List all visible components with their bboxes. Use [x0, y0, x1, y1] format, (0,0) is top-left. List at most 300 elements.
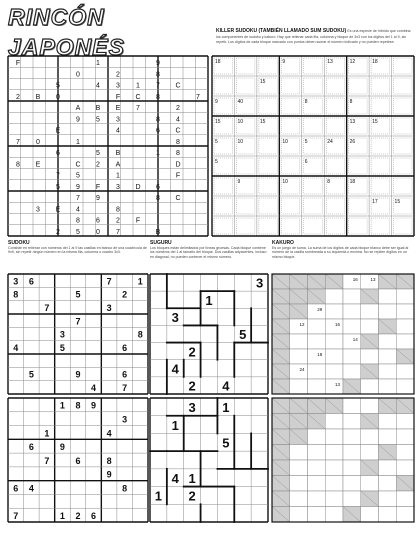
cell-value: 4	[76, 206, 80, 214]
cell-value: 4	[13, 343, 19, 354]
cell-value: F	[135, 217, 141, 225]
cage-outline	[326, 158, 344, 174]
cage-clue: 10	[282, 179, 288, 185]
entry-cell	[325, 364, 343, 379]
cage-outline	[371, 178, 389, 194]
cell-value: 5	[59, 343, 65, 354]
cell-value: F	[15, 60, 21, 67]
cage-clue: 40	[237, 99, 244, 105]
entry-cell	[343, 349, 361, 364]
cell-value: 1	[44, 428, 50, 439]
entry-cell	[325, 289, 343, 304]
cell-value: C	[175, 195, 181, 202]
entry-cell	[379, 289, 397, 304]
cell-value: 5	[28, 369, 34, 380]
cage-outline	[326, 118, 344, 134]
cell-value: 3	[36, 206, 40, 214]
cage-outline	[304, 178, 322, 194]
cell-value: 5	[56, 82, 60, 90]
cell-value: 1	[222, 400, 230, 416]
cell-value: D	[135, 183, 141, 191]
cell-value: 3	[59, 329, 65, 340]
cell-value: 8	[106, 455, 112, 466]
cell-value: 4	[222, 378, 230, 394]
cell-value: 4	[91, 383, 97, 394]
sum-clue: 24	[299, 366, 305, 372]
cage-clue: 24	[327, 139, 333, 145]
sum-clue: 16	[352, 276, 358, 282]
entry-cell	[308, 379, 326, 394]
entry-cell	[396, 507, 414, 523]
cage-clue: 8	[304, 99, 308, 105]
cell-value: 4	[106, 428, 112, 439]
cage-clue: 10	[237, 119, 244, 125]
entry-cell	[308, 364, 326, 379]
cage-outline	[394, 78, 412, 94]
cage-outline	[259, 198, 277, 214]
cell-value: B	[115, 150, 121, 157]
cell-value: 7	[136, 105, 140, 112]
cell-value: 3	[255, 275, 264, 291]
cell-value: 8	[137, 329, 143, 340]
cell-value: B	[35, 93, 41, 101]
cage-clue: 6	[304, 159, 308, 165]
cage-outline	[214, 218, 232, 234]
cage-outline	[281, 158, 299, 174]
cage-outline	[214, 78, 232, 94]
cage-outline	[394, 218, 412, 234]
entry-cell	[361, 349, 379, 364]
cell-value: 8	[156, 93, 160, 101]
cell-value: 2	[122, 289, 128, 300]
entry-cell	[343, 445, 361, 461]
cell-value: 2	[188, 344, 196, 360]
entry-cell	[379, 364, 397, 379]
entry-cell	[308, 460, 326, 476]
cell-value: 4	[28, 483, 34, 494]
cell-value: 6	[156, 183, 160, 191]
suguru-grid-2	[150, 398, 268, 522]
cell-value: 4	[116, 127, 120, 135]
cell-value: 3	[188, 400, 196, 416]
cell-value: 8	[176, 150, 180, 157]
cell-value: 8	[156, 116, 160, 124]
cell-value: F	[115, 93, 121, 101]
cell-value: 5	[96, 150, 100, 157]
cage-clue: 8	[327, 179, 331, 185]
cell-value: 3	[171, 310, 179, 325]
entry-cell	[396, 364, 414, 379]
cage-clue: 18	[372, 59, 378, 65]
cage-clue: 15	[215, 119, 221, 125]
cage-clue: 12	[349, 59, 356, 65]
entry-cell	[325, 460, 343, 476]
entry-cell	[343, 460, 361, 476]
entry-cell	[343, 476, 361, 492]
cage-clue: 15	[259, 79, 266, 85]
cage-clue: 9	[282, 59, 286, 65]
entry-cell	[290, 334, 308, 349]
cage-outline	[236, 158, 254, 174]
entry-cell	[361, 304, 379, 319]
cage-clue: 18	[349, 179, 356, 185]
cage-outline	[326, 78, 344, 94]
cage-outline	[349, 78, 367, 94]
cell-value: 6	[56, 150, 60, 157]
cage-outline	[394, 138, 412, 154]
entry-cell	[325, 445, 343, 461]
entry-cell	[396, 414, 414, 430]
entry-cell	[379, 476, 397, 492]
cage-outline	[214, 198, 232, 214]
cell-value: 6	[122, 343, 128, 354]
cell-value: 6	[75, 455, 81, 466]
entry-cell	[308, 429, 326, 445]
cell-value: 9	[59, 442, 65, 453]
cell-value: 0	[96, 228, 100, 236]
cell-value: 7	[56, 172, 60, 180]
cell-value: 6	[96, 217, 100, 225]
cage-outline	[394, 118, 412, 134]
cage-clue: 5	[215, 139, 218, 145]
cage-clue: 9	[215, 99, 218, 105]
cage-outline	[236, 218, 254, 234]
cell-value: 7	[13, 510, 19, 521]
entry-cell	[343, 414, 361, 430]
entry-cell	[396, 460, 414, 476]
sudoku-grid-1	[8, 274, 148, 394]
cell-value: B	[155, 228, 161, 236]
entry-cell	[343, 289, 361, 304]
entry-cell	[361, 476, 379, 492]
cell-value: 1	[188, 471, 196, 487]
sum-clue: 12	[299, 321, 305, 327]
cell-value: 7	[106, 276, 112, 287]
entry-cell	[361, 319, 379, 334]
entry-cell	[379, 414, 397, 430]
killer-instructions	[216, 28, 412, 45]
kakuro-instructions	[272, 240, 414, 259]
cell-value: 2	[56, 228, 60, 236]
entry-cell	[379, 491, 397, 507]
entry-cell	[308, 445, 326, 461]
cell-value: 1	[59, 510, 65, 521]
cage-outline	[304, 198, 322, 214]
entry-cell	[343, 491, 361, 507]
cage-clue: 10	[282, 139, 288, 145]
entry-cell	[379, 379, 397, 394]
cell-value: 1	[156, 150, 160, 157]
kakuro-desc: Es un juego de suma. La suma de los dígitos de cada bloque blanco debe ser igual al número de la casilla sombreada a su izquierda o encima. No se repiten dígitos en un mismo bloque.	[272, 246, 409, 259]
sudoku-header: SUDOKU	[8, 240, 30, 246]
sum-clue: 14	[352, 336, 358, 342]
cell-value: 2	[116, 71, 120, 79]
cage-outline	[304, 78, 322, 94]
cell-value: 7	[116, 228, 120, 236]
cell-value: 3	[106, 303, 112, 314]
cage-outline	[259, 158, 277, 174]
cell-value: E	[115, 105, 121, 112]
entry-cell	[396, 319, 414, 334]
cage-outline	[236, 198, 254, 214]
entry-cell	[290, 379, 308, 394]
cell-value: 1	[205, 292, 213, 308]
cell-value: E	[35, 161, 41, 169]
entry-cell	[308, 491, 326, 507]
cell-value: 6	[28, 442, 34, 453]
cell-value: 9	[76, 116, 80, 124]
cell-value: 8	[116, 206, 120, 214]
entry-cell	[325, 476, 343, 492]
sudoku-instructions	[8, 240, 148, 255]
sum-clue: 16	[335, 321, 341, 327]
cage-clue: 13	[327, 59, 333, 65]
entry-cell	[396, 491, 414, 507]
cell-value: 9	[156, 60, 160, 67]
entry-cell	[396, 334, 414, 349]
cell-value: 6	[13, 483, 19, 494]
cell-value: 9	[91, 400, 97, 411]
sum-clue: 29	[317, 306, 323, 312]
cage-outline	[326, 198, 344, 214]
kakuro-header: KAKURO	[272, 240, 294, 246]
entry-cell	[290, 476, 308, 492]
cell-value: F	[175, 172, 181, 180]
cage-outline	[394, 158, 412, 174]
sudoku-desc: Consiste en rellenar con números del 1 al 9 las casillas en blanco de una cuadrícula de 9x9, sin repetir ningún número en la misma fila, columna o cuadro 3x3.	[8, 246, 147, 255]
cell-value: 4	[176, 116, 180, 124]
cell-value: 6	[28, 276, 34, 287]
cell-value: 1	[171, 417, 179, 433]
cell-value: 5	[75, 289, 81, 300]
sum-clue: 18	[317, 351, 323, 357]
cell-value: 3	[116, 116, 120, 124]
cell-value: 6	[156, 127, 160, 135]
cell-value: 5	[96, 116, 100, 124]
entry-cell	[361, 429, 379, 445]
cell-value: A	[75, 105, 81, 112]
cell-value: 7	[122, 383, 128, 394]
cell-value: 1	[137, 276, 143, 287]
cell-value: 8	[156, 71, 160, 79]
cell-value: 8	[76, 217, 80, 225]
entry-cell	[396, 445, 414, 461]
suguru-instructions	[150, 240, 268, 259]
cage-outline	[394, 98, 412, 114]
cell-value: 1	[116, 172, 120, 180]
killer-header: KILLER SUDOKU (TAMBIÉN LLAMADO SUM SUDOKU)	[216, 28, 347, 34]
cell-value: C	[135, 93, 141, 101]
entry-cell	[325, 414, 343, 430]
entry-cell	[379, 304, 397, 319]
cell-value: 3	[13, 276, 19, 287]
entry-cell	[325, 491, 343, 507]
cell-value: D	[175, 161, 181, 169]
entry-cell	[325, 429, 343, 445]
cage-outline	[371, 158, 389, 174]
entry-cell	[396, 304, 414, 319]
entry-cell	[325, 304, 343, 319]
cell-value: 7	[196, 93, 200, 101]
cage-outline	[304, 218, 322, 234]
cell-value: 3	[122, 414, 128, 425]
cell-value: 1	[76, 138, 80, 146]
cell-value: 4	[171, 471, 179, 487]
cell-value: 5	[56, 183, 60, 191]
cage-outline	[259, 138, 277, 154]
cage-outline	[349, 158, 367, 174]
cage-outline	[371, 218, 389, 234]
sum-clue: 13	[370, 276, 376, 282]
cell-value: 5	[222, 435, 230, 451]
cage-outline	[371, 98, 389, 114]
cage-clue: 18	[215, 59, 221, 65]
cell-value: 7	[44, 303, 50, 314]
suguru-header: SUGURU	[150, 240, 172, 246]
entry-cell	[396, 429, 414, 445]
cage-clue: 26	[349, 139, 356, 145]
cell-value: B	[95, 105, 101, 112]
cell-value: 4	[96, 82, 100, 90]
sudoku-grid-2	[8, 398, 148, 522]
entry-cell	[308, 334, 326, 349]
cage-clue: 9	[237, 179, 241, 185]
cage-outline	[281, 218, 299, 234]
cage-outline	[304, 118, 322, 134]
cell-value: 1	[136, 82, 140, 90]
cage-outline	[214, 178, 232, 194]
cell-value: 7	[156, 82, 160, 90]
cell-value: 9	[76, 183, 80, 191]
cage-outline	[371, 138, 389, 154]
entry-cell	[343, 319, 361, 334]
cage-outline	[236, 78, 254, 94]
cell-value: 7	[75, 316, 81, 327]
cell-value: 2	[75, 510, 81, 521]
cage-outline	[394, 178, 412, 194]
entry-cell	[379, 349, 397, 364]
cell-value: 8	[156, 195, 160, 202]
cage-outline	[281, 118, 299, 134]
cell-value: 3	[116, 82, 120, 90]
suguru-grid-1	[150, 274, 268, 394]
cell-value: 1	[96, 60, 100, 67]
cage-outline	[236, 58, 254, 74]
cage-outline	[281, 98, 299, 114]
cell-value: 8	[16, 161, 20, 169]
cell-value: F	[95, 183, 101, 191]
entry-cell	[361, 507, 379, 523]
cell-value: E	[55, 206, 61, 214]
entry-cell	[361, 398, 379, 414]
cell-value: C	[175, 82, 181, 90]
entry-cell	[325, 507, 343, 523]
cell-value: 2	[188, 378, 196, 394]
cell-value: 7	[76, 195, 80, 202]
cage-clue: 5	[215, 159, 218, 165]
cell-value: 3	[116, 183, 120, 191]
entry-cell	[325, 334, 343, 349]
cage-clue: 10	[237, 139, 244, 145]
cell-value: 2	[16, 93, 20, 101]
cell-value: 8	[122, 483, 128, 494]
entry-cell	[343, 429, 361, 445]
cage-outline	[259, 98, 277, 114]
cage-outline	[349, 198, 367, 214]
cage-outline	[281, 78, 299, 94]
cell-value: 7	[16, 138, 20, 146]
cell-value: 1	[154, 488, 163, 504]
cage-clue: 8	[349, 99, 353, 105]
kakuro-grid-2	[272, 398, 414, 522]
cage-outline	[281, 198, 299, 214]
cage-outline	[326, 218, 344, 234]
cage-outline	[349, 218, 367, 234]
cell-value: 9	[106, 469, 112, 480]
cell-value: 0	[36, 138, 40, 146]
entry-cell	[379, 429, 397, 445]
cell-value: 4	[171, 361, 179, 377]
cage-outline	[259, 178, 277, 194]
entry-cell	[361, 379, 379, 394]
entry-cell	[396, 379, 414, 394]
entry-cell	[290, 507, 308, 523]
cell-value: 5	[239, 327, 247, 343]
entry-cell	[379, 507, 397, 523]
sum-clue: 13	[335, 381, 341, 387]
cell-value: 0	[76, 71, 80, 79]
kakuro-grid-1	[272, 274, 414, 394]
cage-clue: 5	[304, 139, 308, 145]
suguru-desc: Los bloques están delimitados por líneas gruesas. Cada bloque contiene los números del 1 al tamaño del bloque. Dos casillas adyacentes, incluso en diagonal, no pueden contener el mismo número.	[150, 246, 267, 259]
cell-value: 9	[75, 369, 81, 380]
entry-cell	[379, 334, 397, 349]
cell-value: 2	[116, 217, 120, 225]
cell-value: 5	[76, 172, 80, 180]
cage-clue: 15	[372, 119, 378, 125]
cell-value: 9	[96, 195, 100, 202]
page-title: RINCÓN JAPONÉS	[8, 4, 125, 60]
cage-clue: 17	[372, 199, 378, 205]
cell-value: 6	[122, 369, 128, 380]
entry-cell	[343, 398, 361, 414]
cell-value: 2	[176, 105, 180, 112]
cage-clue: 13	[349, 119, 356, 125]
cage-outline	[394, 58, 412, 74]
cage-clue: 15	[394, 199, 401, 205]
entry-cell	[290, 460, 308, 476]
entry-cell	[361, 445, 379, 461]
cell-value: 2	[188, 488, 196, 504]
entry-cell	[343, 364, 361, 379]
cell-value: 8	[13, 289, 19, 300]
entry-cell	[325, 349, 343, 364]
killer-desc: Es una especie de híbrido que combina los componentes de sudoku y kakuro. Hay que rellenar cada fila, columna y bloque de 3x3 con los dígitos del 1 al 9, sin repetir. Los dígitos de cada bloque marcado con puntos deben sumar el número indicado y no pueden repetirse.	[216, 29, 411, 45]
cell-value: C	[175, 127, 181, 135]
cell-value: A	[115, 161, 121, 169]
entry-cell	[290, 491, 308, 507]
cell-value: 8	[75, 400, 81, 411]
entry-cell	[396, 289, 414, 304]
entry-cell	[308, 507, 326, 523]
cell-value: 6	[91, 510, 97, 521]
big-sudoku-grid	[8, 56, 208, 236]
cell-value: 1	[59, 400, 65, 411]
entry-cell	[308, 319, 326, 334]
cell-value: 5	[76, 228, 80, 236]
entry-cell	[379, 460, 397, 476]
entry-cell	[290, 349, 308, 364]
